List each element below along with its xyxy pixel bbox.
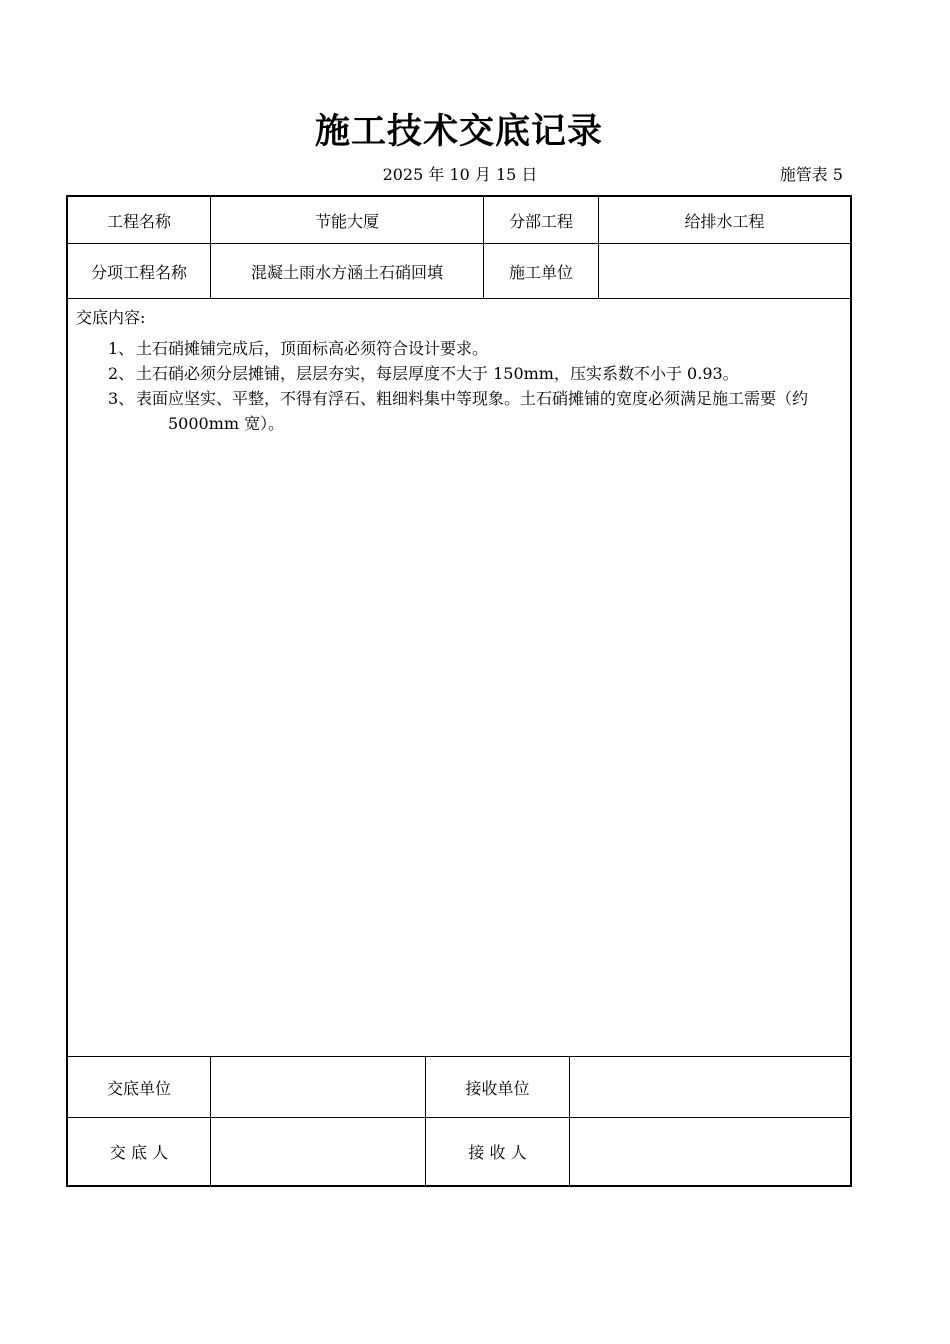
division-value: 给排水工程 bbox=[684, 211, 765, 231]
contractor-value bbox=[599, 244, 850, 298]
row-divider bbox=[66, 298, 852, 299]
record-date: 2025 年 10 月 15 日 bbox=[382, 165, 538, 184]
handover-person-label: 交 底 人 bbox=[109, 1143, 169, 1162]
project-name-value: 节能大厦 bbox=[314, 211, 379, 231]
page-title: 施工技术交底记录 bbox=[314, 112, 603, 152]
division-label: 分部工程 bbox=[508, 211, 573, 231]
content-list bbox=[76, 336, 844, 436]
receiver-unit-value bbox=[570, 1057, 850, 1117]
item-text: 表面应坚实、平整，不得有浮石、粗细料集中等现象。土石硝摊铺的宽度必须满足施工需要（约 bbox=[136, 389, 809, 408]
list-item bbox=[76, 361, 844, 386]
item-number: 2、 bbox=[108, 364, 135, 383]
receiver-person-value bbox=[570, 1118, 850, 1185]
project-name-label: 工程名称 bbox=[106, 211, 171, 231]
item-text: 土石硝必须分层摊铺，层层夯实，每层厚度不大于 150mm，压实系数不小于 0.93。 bbox=[136, 364, 739, 383]
list-item bbox=[76, 336, 844, 361]
handover-content bbox=[76, 306, 844, 436]
handover-unit-label: 交底单位 bbox=[106, 1078, 171, 1098]
contractor-label: 施工单位 bbox=[508, 262, 573, 282]
item-text: 土石硝摊铺完成后，顶面标高必须符合设计要求。 bbox=[136, 339, 489, 358]
item-number: 3、 bbox=[108, 389, 135, 408]
form-number: 施管表 5 bbox=[779, 165, 843, 184]
item-text-continued: 5000mm 宽）。 bbox=[168, 414, 285, 433]
receiver-person-label: 接 收 人 bbox=[468, 1143, 527, 1162]
receiver-unit-label: 接收单位 bbox=[465, 1078, 530, 1098]
item-name-value: 混凝土雨水方涵土石硝回填 bbox=[250, 262, 443, 282]
content-label: 交底内容: bbox=[76, 308, 146, 327]
item-name-label: 分项工程名称 bbox=[90, 262, 187, 282]
handover-unit-value bbox=[211, 1057, 425, 1117]
list-item bbox=[76, 386, 844, 436]
item-number: 1、 bbox=[108, 339, 135, 358]
handover-person-value bbox=[211, 1118, 425, 1185]
